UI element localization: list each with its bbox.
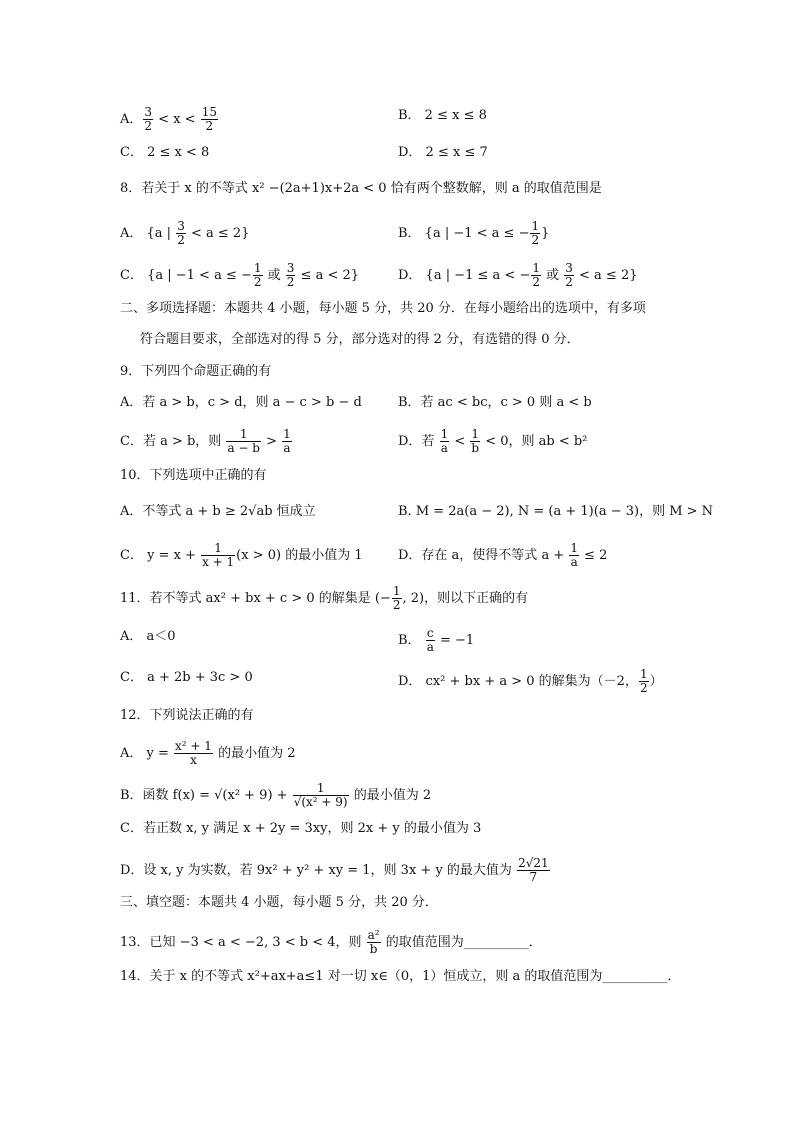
q10-option-a: A．不等式 a + b ≥ 2√ab 恒成立 — [120, 504, 316, 519]
section-3-heading: 三、填空题：本题共 4 小题，每小题 5 分，共 20 分． — [120, 895, 438, 910]
q9-option-d: D．若 $\frac{1}{a}$ < $\frac{1}{b}$ < 0，则 ab < b² — [398, 427, 588, 455]
q11-option-a: A． a＜0 — [120, 629, 176, 644]
q9-option-b: B．若 ac < bc，c > 0 则 a < b — [398, 395, 592, 410]
q10-option-b: B. M = 2a(a − 2), N = (a + 1)(a − 3)，则 M > N — [398, 504, 714, 519]
q7-option-b: B． 2 ≤ x ≤ 8 — [398, 108, 487, 123]
q12-option-b: B．函数 f(x) = √(x² + 9) + $\frac{1}{\text{√(x² + 9)}}$ 的最小值为 2 — [120, 781, 432, 809]
q9-option-c: C．若 a > b，则 $\frac{1}{a - b}$ > $\frac{1}{a}$ — [120, 427, 291, 455]
q9-option-a: A．若 a > b，c > d，则 a − c > b − d — [120, 395, 362, 410]
q8-stem: 8．若关于 x 的不等式 x² −(2a+1)x+2a < 0 恰有两个整数解，则 a 的取值范围是 — [120, 181, 602, 196]
section-2-heading-cont: 符合题目要求，全部选对的得 5 分，部分选对的得 2 分，有选错的得 0 分． — [140, 332, 580, 347]
q12-option-a: A． y = $\frac{\text{x² + 1}}{x}$ 的最小值为 2 — [120, 739, 296, 767]
q11-stem: 11．若不等式 ax² + bx + c > 0 的解集是 (− $\frac{1}{2}$ , 2)，则以下正确的有 — [120, 584, 529, 612]
q10-option-c: C． y = x + $\frac{1}{x + 1}$ (x > 0) 的最小值为 1 — [120, 541, 363, 569]
q8-option-a: A． {a | $\frac{3}{2}$ < a ≤ 2} — [120, 219, 250, 247]
q12-option-d: D．设 x, y 为实数，若 9x² + y² + xy = 1，则 3x + y 的最大值为 $\frac{2√21}{7}$ — [120, 856, 549, 884]
q7-option-a: A． $\frac{3}{2}$ < x < $\frac{15}{2}$ — [120, 105, 217, 133]
q10-option-d: D．存在 a，使得不等式 a + $\frac{1}{a}$ ≤ 2 — [398, 541, 608, 569]
q8-option-d: D． {a | −1 ≤ a < − $\frac{1}{2}$ 或 $\frac{3}{2}$ < a ≤ 2} — [398, 261, 638, 289]
q8-option-c: C． {a | −1 < a ≤ − $\frac{1}{2}$ 或 $\frac{3}{2}$ ≤ a < 2} — [120, 261, 360, 289]
q11-option-d: D． cx² + bx + a > 0 的解集为（－2， $\frac{1}{2}$ ） — [398, 667, 663, 695]
q11-option-c: C． a + 2b + 3c > 0 — [120, 670, 253, 685]
q14-line: 14．关于 x 的不等式 x²+ax+a≤1 对一切 x∈（0，1）恒成立，则 a 的取值范围为__________． — [120, 969, 681, 984]
q12-option-c: C．若正数 x, y 满足 x + 2y = 3xy，则 2x + y 的最小值为 3 — [120, 821, 482, 836]
q13-line: 13．已知 −3 < a < −2, 3 < b < 4，则 $\frac{\text{a²}}{b}$ 的取值范围为__________． — [120, 928, 542, 956]
q12-stem: 12．下列说法正确的有 — [120, 708, 254, 723]
section-2-heading: 二、多项选择题：本题共 4 小题，每小题 5 分，共 20 分．在每小题给出的选项中，有多项 — [120, 301, 646, 316]
q10-stem: 10．下列选项中正确的有 — [120, 468, 267, 483]
q8-option-b: B． {a | −1 < a ≤ − $\frac{1}{2}$ } — [398, 219, 550, 247]
q11-option-b: B． $\frac{c}{a}$ = −1 — [398, 626, 475, 654]
q7-option-d: D． 2 ≤ x ≤ 7 — [398, 145, 488, 160]
q9-stem: 9．下列四个命题正确的有 — [120, 364, 272, 379]
q7-option-c: C． 2 ≤ x < 8 — [120, 145, 210, 160]
